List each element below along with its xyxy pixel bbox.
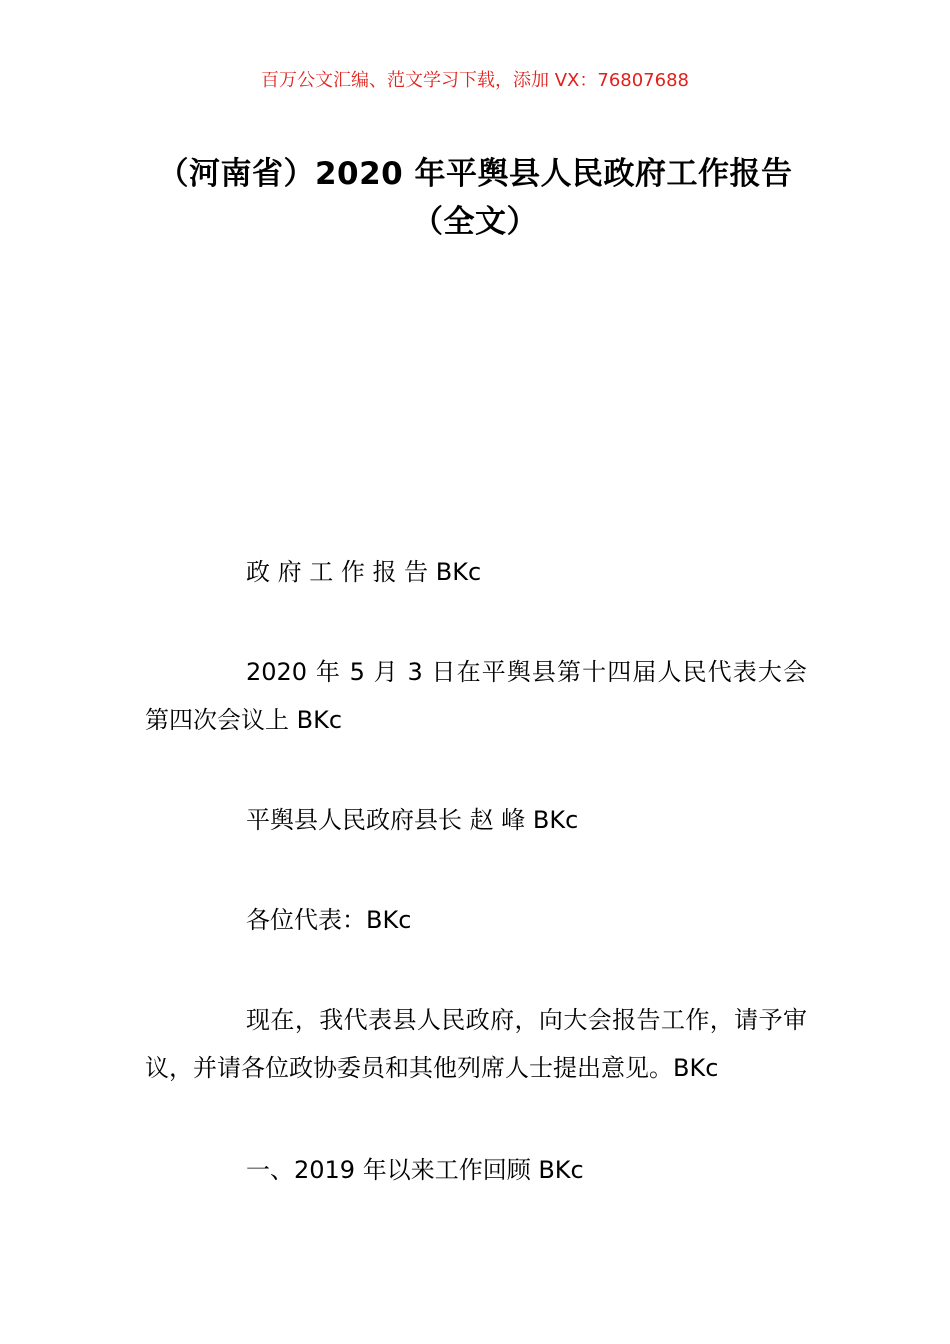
header-watermark-note: 百万公文汇编、范文学习下载，添加 VX：76807688 bbox=[261, 70, 689, 91]
paragraph-opening: 现在，我代表县人民政府，向大会报告工作，请予审议，并请各位政协委员和其他列席人士提出意见。BKc bbox=[145, 1006, 807, 1082]
section-heading-review: 一、2019 年以来工作回顾 BKc bbox=[246, 1156, 584, 1184]
paragraph-speaker: 平舆县人民政府县长 赵 峰 BKc bbox=[246, 806, 579, 834]
paragraph-salutation: 各位代表：BKc bbox=[246, 906, 412, 934]
paragraph-report-heading: 政 府 工 作 报 告 BKc bbox=[246, 558, 482, 586]
document-title: （河南省）2020 年平舆县人民政府工作报告（全文） bbox=[157, 156, 793, 240]
paragraph-meeting-date: 2020 年 5 月 3 日在平舆县第十四届人民代表大会第四次会议上 BKc bbox=[145, 658, 807, 734]
